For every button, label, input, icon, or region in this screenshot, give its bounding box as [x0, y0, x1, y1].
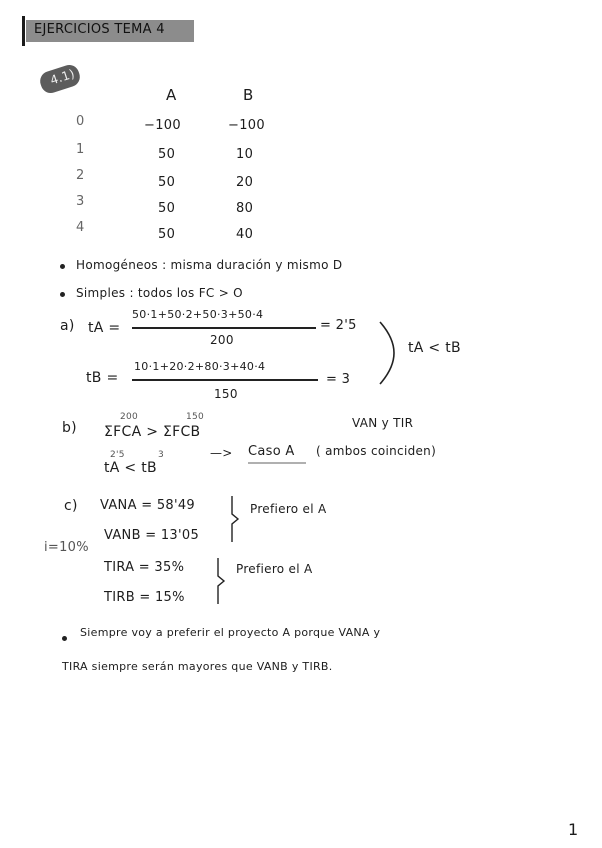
fraction-bar: [132, 327, 316, 329]
tb-numerator: 10·1+20·2+80·3+40·4: [134, 360, 266, 373]
part-a-conclusion: tA < tB: [408, 340, 461, 356]
fraction-bar: [132, 379, 318, 381]
prefer-van: Prefiero el A: [250, 502, 327, 516]
tb-lhs: tB =: [86, 370, 119, 386]
caso-note: ( ambos coinciden): [316, 444, 437, 458]
cell-a: 50: [158, 227, 176, 242]
exercise-number: 4.1): [48, 66, 77, 88]
right-brace-icon: [376, 318, 400, 388]
cell-a: 50: [158, 201, 176, 216]
bullet-text: Homogéneos : misma duración y mismo D: [76, 258, 343, 272]
cell-a: −100: [144, 118, 181, 133]
tb-denominator: 150: [214, 387, 238, 401]
brace-icon: [228, 494, 244, 544]
sum-b-note: 150: [186, 412, 205, 422]
van-a: VANA = 58'49: [100, 498, 195, 513]
van-b: VANB = 13'05: [104, 528, 200, 543]
year-label: 4: [76, 220, 85, 235]
page-title: EJERCICIOS TEMA 4: [34, 22, 165, 37]
part-b-label: b): [62, 420, 77, 436]
year-label: 0: [76, 114, 85, 129]
ta-note: 2'5: [110, 450, 125, 460]
year-label: 3: [76, 194, 85, 209]
cell-a: 50: [158, 147, 176, 162]
cell-a: 50: [158, 175, 176, 190]
bullet-text: Simples : todos los FC > O: [76, 286, 243, 300]
ta-denominator: 200: [210, 333, 234, 347]
cell-b: −100: [228, 118, 265, 133]
tb-note: 3: [158, 450, 165, 460]
sum-a-note: 200: [120, 412, 139, 422]
bullet-dot: [60, 292, 65, 297]
part-c-label: c): [64, 498, 78, 514]
prefer-tir: Prefiero el A: [236, 562, 313, 576]
final-note-line1: Siempre voy a preferir el proyecto A porque VANA y: [80, 626, 381, 639]
year-label: 2: [76, 168, 85, 183]
arrow: —>: [210, 446, 233, 460]
cell-b: 20: [236, 175, 254, 190]
ta-lhs: tA =: [88, 320, 121, 336]
brace-icon: [214, 556, 230, 606]
interest-rate: i=10%: [44, 540, 89, 555]
ta-result: = 2'5: [320, 318, 357, 333]
cell-b: 10: [236, 147, 254, 162]
van-tir-note: VAN y TIR: [352, 416, 414, 430]
bullet-dot: [60, 264, 65, 269]
ta-numerator: 50·1+50·2+50·3+50·4: [132, 308, 264, 321]
final-note-line2: TIRA siempre serán mayores que VANB y TIRB.: [62, 660, 333, 673]
caso-underline: [248, 462, 306, 464]
cell-b: 40: [236, 227, 254, 242]
cell-b: 80: [236, 201, 254, 216]
sum-comparison: ΣFCA > ΣFCB: [104, 424, 201, 440]
tir-a: TIRA = 35%: [104, 560, 185, 575]
year-label: 1: [76, 142, 85, 157]
tb-result: = 3: [326, 372, 351, 387]
caso-a: Caso A: [248, 444, 295, 459]
part-a-label: a): [60, 318, 75, 334]
time-comparison: tA < tB: [104, 460, 157, 476]
bullet-dot: [62, 636, 67, 641]
margin-bar: [22, 16, 25, 46]
page-number: 1: [568, 820, 579, 839]
column-header-b: B: [243, 86, 254, 104]
column-header-a: A: [166, 86, 177, 104]
tir-b: TIRB = 15%: [104, 590, 185, 605]
